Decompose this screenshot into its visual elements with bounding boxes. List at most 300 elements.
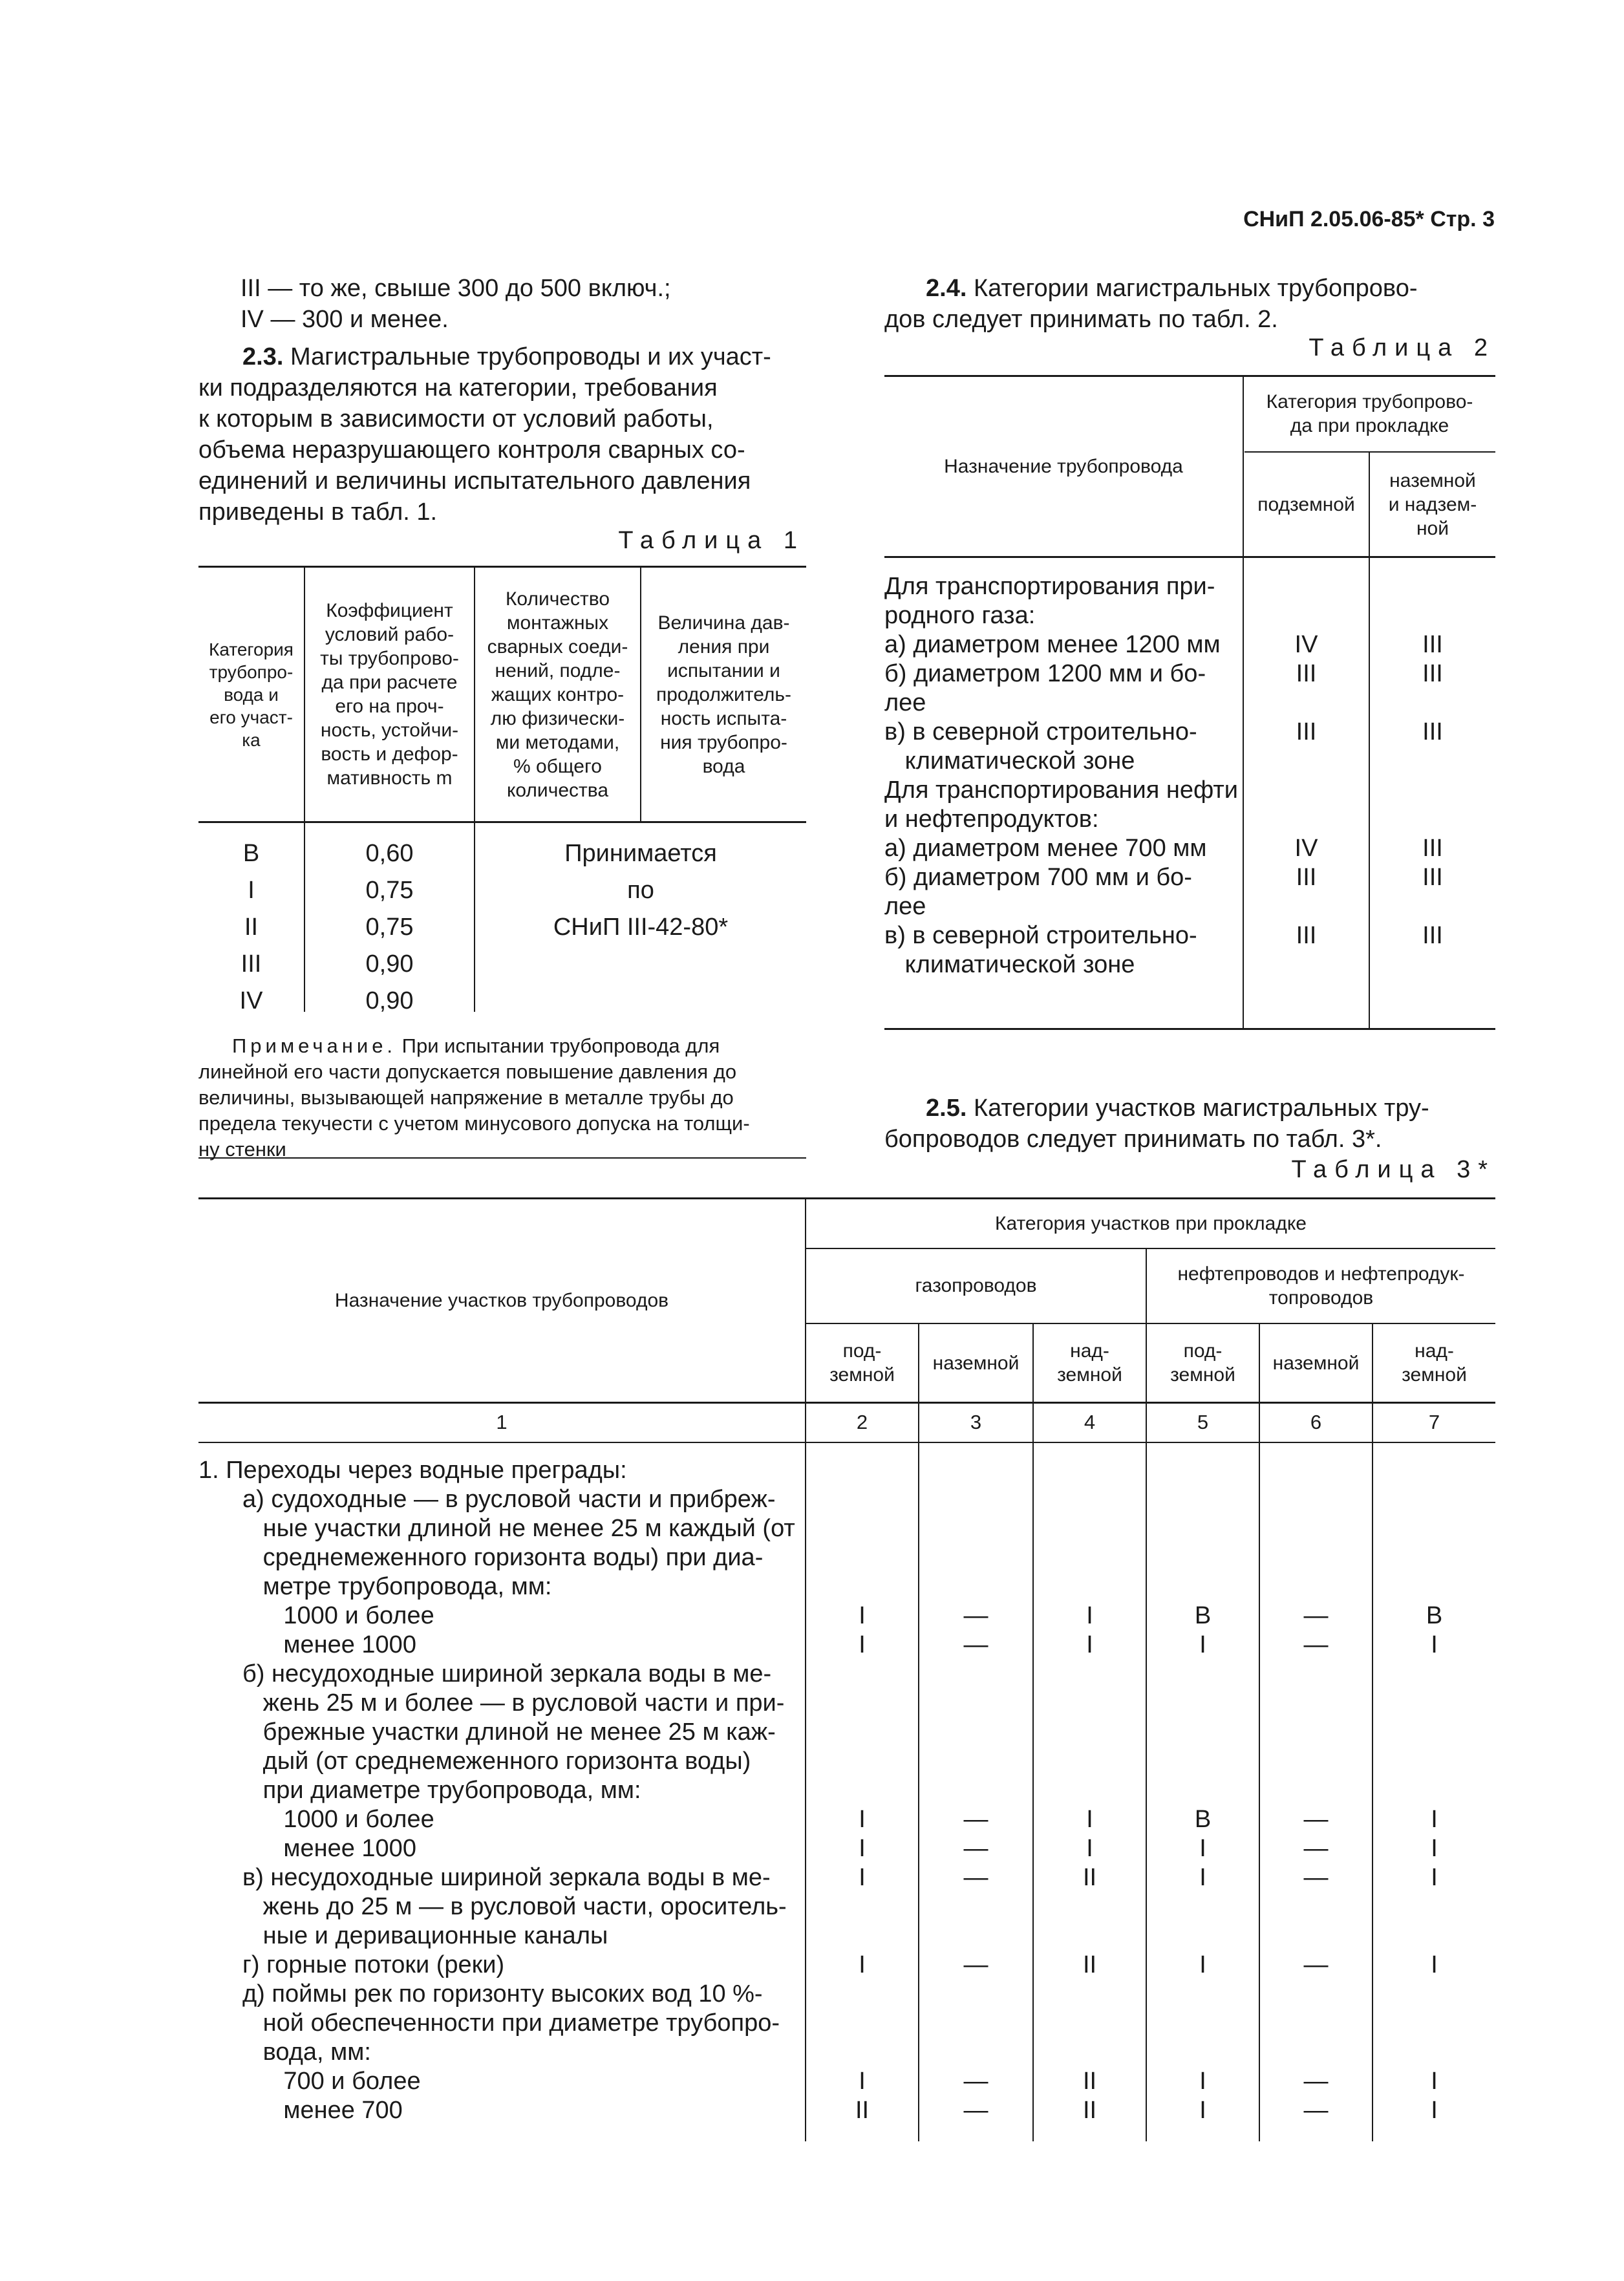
table3-col-number: 7 bbox=[1428, 1411, 1440, 1433]
section-text: к которым в зависимости от условий работы, bbox=[198, 405, 714, 433]
table-cell: I bbox=[859, 2068, 866, 2095]
table-cell: III bbox=[1296, 660, 1317, 687]
table-cell: менее 700 bbox=[242, 2097, 403, 2124]
section-number: 2.3. bbox=[242, 343, 284, 370]
table-cell bbox=[919, 1718, 1032, 1747]
table-cell bbox=[1373, 1514, 1495, 1543]
header-line: вода и bbox=[224, 684, 279, 705]
table-cell: В bbox=[1194, 1602, 1212, 1629]
table-cell: III bbox=[1296, 864, 1317, 891]
table-cell bbox=[1370, 747, 1495, 776]
table-cell bbox=[1260, 1718, 1372, 1747]
table-cell: I bbox=[859, 1864, 866, 1891]
note-text: величины, вызывающей напряжение в металле трубы до bbox=[198, 1086, 734, 1109]
table-cell bbox=[1244, 805, 1369, 834]
section-text: единений и величины испытательного давления bbox=[198, 467, 751, 495]
header-line: ка bbox=[242, 729, 261, 750]
table-cell bbox=[1147, 2009, 1259, 2038]
header-line: Коэффициент bbox=[326, 600, 453, 621]
table2-underground-column bbox=[1244, 572, 1369, 980]
table-cell: II bbox=[244, 914, 259, 941]
table-cell: I bbox=[1086, 1631, 1093, 1658]
section-2-4 bbox=[884, 273, 1495, 335]
table-cell: II bbox=[855, 2097, 870, 2124]
table-cell: I bbox=[1199, 2068, 1206, 2095]
table-cell: брежные участки длиной не менее 25 м каж- bbox=[242, 1719, 776, 1746]
table-cell bbox=[806, 2038, 918, 2067]
table-cell bbox=[806, 1776, 918, 1805]
table3-col-number: 6 bbox=[1310, 1411, 1322, 1433]
table-cell: I bbox=[1086, 1835, 1093, 1862]
table-cell bbox=[1373, 2009, 1495, 2038]
table-cell bbox=[1373, 1892, 1495, 1922]
table-cell: II bbox=[1082, 2097, 1097, 2124]
table3-sub-header: наземной bbox=[932, 1352, 1020, 1374]
header-line: Величина дав- bbox=[657, 612, 790, 634]
table-cell: — bbox=[1303, 1864, 1329, 1891]
table3-col-number: 1 bbox=[496, 1411, 508, 1433]
table3-sub-header bbox=[1147, 1325, 1259, 1401]
table2-header-category bbox=[1244, 378, 1495, 450]
table3-col-number: 4 bbox=[1084, 1411, 1096, 1433]
table-cell bbox=[1244, 601, 1369, 630]
table-cell: III bbox=[1296, 718, 1317, 745]
table-cell bbox=[1244, 892, 1369, 921]
table-cell: — bbox=[1303, 1835, 1329, 1862]
header-line: над- bbox=[1415, 1340, 1454, 1362]
table-cell: I bbox=[1199, 1864, 1206, 1891]
table-cell bbox=[1147, 1980, 1259, 2009]
table-cell: жень 25 м и более — в русловой части и при- bbox=[242, 1689, 785, 1717]
table3-sub-header bbox=[806, 1325, 918, 1401]
table-cell: III bbox=[1422, 631, 1443, 658]
table-cell: Принимается bbox=[564, 840, 717, 867]
table-cell: I bbox=[1199, 1951, 1206, 1978]
table-cell bbox=[806, 1660, 918, 1689]
table-cell: ные участки длиной не менее 25 м каждый (от bbox=[242, 1515, 795, 1542]
header-line: ми методами, bbox=[495, 731, 620, 753]
table-cell: IV bbox=[1294, 631, 1318, 658]
header-line: вода bbox=[702, 755, 745, 777]
table-cell bbox=[1370, 601, 1495, 630]
table-cell bbox=[1147, 1660, 1259, 1689]
table3-header-purpose: Назначение участков трубопроводов bbox=[334, 1289, 669, 1311]
table3-header-oil bbox=[1147, 1249, 1495, 1322]
table-cell: III bbox=[1422, 835, 1443, 862]
table-cell: III bbox=[1422, 922, 1443, 949]
header-line: нефтепроводов и нефтепродук- bbox=[1177, 1263, 1465, 1285]
header-line: лю физически- bbox=[490, 707, 625, 729]
table-cell bbox=[1260, 1776, 1372, 1805]
table-cell bbox=[1034, 1747, 1146, 1776]
note-text: При испытании трубопровода для bbox=[401, 1034, 720, 1057]
table-cell: — bbox=[1303, 1806, 1329, 1833]
table-cell bbox=[1147, 1689, 1259, 1718]
table-cell bbox=[806, 1922, 918, 1951]
table-cell bbox=[1370, 892, 1495, 921]
header-line: вость и дефор- bbox=[321, 744, 458, 765]
table-cell: б) несудоходные шириной зеркала воды в ме- bbox=[242, 1660, 772, 1687]
table-cell bbox=[1147, 1485, 1259, 1514]
table-cell: климатической зоне bbox=[884, 951, 1135, 978]
table-cell bbox=[1373, 1689, 1495, 1718]
table-cell: В bbox=[1426, 1602, 1443, 1629]
table-cell: родного газа: bbox=[884, 602, 1036, 629]
table-cell bbox=[1370, 776, 1495, 805]
table-cell bbox=[1373, 1776, 1495, 1805]
table-cell bbox=[1147, 1776, 1259, 1805]
table-cell bbox=[1260, 1485, 1372, 1514]
section-2-3 bbox=[198, 341, 809, 528]
table-cell: а) судоходные — в русловой части и прибреж- bbox=[242, 1486, 776, 1513]
section-number: 2.4. bbox=[926, 275, 967, 302]
header-line: и надзем- bbox=[1388, 493, 1477, 515]
table-cell bbox=[1244, 950, 1369, 980]
header-line: ность, устойчи- bbox=[320, 720, 459, 741]
header-line: топроводов bbox=[1268, 1287, 1374, 1309]
table-cell: при диаметре трубопровода, мм: bbox=[242, 1777, 641, 1804]
table-cell: IV bbox=[239, 987, 263, 1014]
table3-sub-header bbox=[1034, 1325, 1146, 1401]
table3-header-category: Категория участков при прокладке bbox=[995, 1212, 1307, 1234]
table-cell: СНиП III-42-80* bbox=[553, 914, 729, 941]
table-cell: 1. Переходы через водные преграды: bbox=[198, 1457, 627, 1484]
table-cell: III bbox=[1296, 922, 1317, 949]
header-line: Категория трубопрово- bbox=[1266, 391, 1473, 412]
table2-caption: Таблица 2 bbox=[1309, 334, 1495, 361]
table1-header-weld-control bbox=[475, 569, 640, 820]
table-cell: — bbox=[1303, 1631, 1329, 1658]
header-line: ты трубопрово- bbox=[320, 648, 459, 669]
table-cell: а) диаметром менее 700 мм bbox=[884, 835, 1207, 862]
header-line: монтажных bbox=[506, 612, 609, 634]
table-cell: — bbox=[963, 1602, 988, 1629]
table-cell: — bbox=[1303, 1602, 1329, 1629]
table-cell: в) несудоходные шириной зеркала воды в ме- bbox=[242, 1864, 771, 1891]
table-cell bbox=[1260, 1660, 1372, 1689]
table1-header-test-pressure bbox=[641, 569, 806, 820]
table-cell bbox=[1373, 1572, 1495, 1601]
table-cell: I bbox=[859, 1631, 866, 1658]
table-cell: б) диаметром 1200 мм и бо- bbox=[884, 660, 1206, 687]
section-number: 2.5. bbox=[926, 1095, 967, 1122]
table-cell: в) в северной строительно- bbox=[884, 922, 1197, 949]
table-cell: I bbox=[1199, 2097, 1206, 2124]
table-cell bbox=[919, 2009, 1032, 2038]
table-cell bbox=[919, 1514, 1032, 1543]
table-cell bbox=[1244, 776, 1369, 805]
table-cell: — bbox=[963, 1835, 988, 1862]
table-cell bbox=[1034, 1689, 1146, 1718]
table-cell bbox=[1373, 1980, 1495, 2009]
section-text: Категории магистральных трубопрово- bbox=[973, 275, 1418, 302]
note-label: Примечание. bbox=[232, 1034, 397, 1057]
section-text: дов следует принимать по табл. 2. bbox=[884, 306, 1278, 333]
table-cell: 0,60 bbox=[365, 840, 414, 867]
table2-header-underground: подземной bbox=[1257, 493, 1355, 515]
table3-gas-ground-column bbox=[919, 1456, 1032, 2125]
table2-header-above bbox=[1370, 453, 1495, 555]
category-line: IV — 300 и менее. bbox=[240, 306, 449, 333]
table3-col-number: 2 bbox=[856, 1411, 868, 1433]
table-cell bbox=[806, 1689, 918, 1718]
section-text: Магистральные трубопроводы и их участ- bbox=[290, 343, 771, 370]
table-cell: I bbox=[1431, 1951, 1438, 1978]
table1-category-column bbox=[198, 835, 304, 1020]
table-cell bbox=[1147, 1922, 1259, 1951]
table1-header-coefficient bbox=[305, 569, 474, 820]
table3-oil-ground-column bbox=[1260, 1456, 1372, 2125]
table-cell: метре трубопровода, мм: bbox=[242, 1573, 552, 1600]
page-header: СНиП 2.05.06-85* Стр. 3 bbox=[1243, 207, 1495, 231]
table-cell bbox=[1147, 1456, 1259, 1485]
header-line: его участ- bbox=[209, 707, 293, 727]
table-cell bbox=[1147, 1892, 1259, 1922]
table-cell bbox=[806, 1514, 918, 1543]
header-line: мативность m bbox=[326, 767, 453, 789]
table-cell: в) в северной строительно- bbox=[884, 718, 1197, 745]
table-cell bbox=[1370, 950, 1495, 980]
table1-coefficient-column bbox=[305, 835, 474, 1020]
table-cell bbox=[1147, 1572, 1259, 1601]
section-text: ки подразделяются на категории, требования bbox=[198, 374, 718, 402]
table-cell: и нефтепродуктов: bbox=[884, 806, 1099, 833]
table-cell bbox=[1373, 1456, 1495, 1485]
table-cell bbox=[919, 1456, 1032, 1485]
header-line: над- bbox=[1070, 1340, 1109, 1362]
table-cell bbox=[1034, 1572, 1146, 1601]
table-cell: I bbox=[1199, 1631, 1206, 1658]
table-cell bbox=[1373, 1922, 1495, 1951]
table-cell bbox=[1373, 1485, 1495, 1514]
table-cell bbox=[1260, 1572, 1372, 1601]
table-cell: менее 1000 bbox=[242, 1631, 416, 1658]
table-cell: среднемеженного горизонта воды) при диа- bbox=[242, 1544, 764, 1571]
table-cell bbox=[1034, 1456, 1146, 1485]
table3-gas-above-column bbox=[1034, 1456, 1146, 2125]
table-cell bbox=[1370, 805, 1495, 834]
table-cell bbox=[806, 1543, 918, 1572]
table-cell: I bbox=[1431, 1631, 1438, 1658]
table-cell bbox=[1370, 689, 1495, 718]
table-cell bbox=[1244, 689, 1369, 718]
header-line: Категория bbox=[209, 639, 294, 659]
table-cell: I bbox=[1431, 2068, 1438, 2095]
table-cell bbox=[919, 1572, 1032, 1601]
table-cell bbox=[919, 1485, 1032, 1514]
table-cell: 700 и более bbox=[242, 2068, 421, 2095]
table-cell: II bbox=[1082, 1864, 1097, 1891]
table-cell: жень до 25 м — в русловой части, ороситель- bbox=[242, 1893, 787, 1920]
table1-merged-cell bbox=[475, 835, 806, 946]
section-text: объема неразрушающего контроля сварных со- bbox=[198, 436, 745, 464]
table-cell: ные и деривационные каналы bbox=[242, 1922, 608, 1949]
table-cell bbox=[806, 1980, 918, 2009]
header-line: сварных соеди- bbox=[487, 636, 628, 658]
table-cell: — bbox=[963, 2097, 988, 2124]
table3-oil-above-column bbox=[1373, 1456, 1495, 2125]
table-cell: I bbox=[859, 1951, 866, 1978]
table-cell: 0,75 bbox=[365, 877, 414, 904]
header-line: ления при bbox=[678, 636, 770, 658]
table-cell: В bbox=[1194, 1806, 1212, 1833]
table3-caption: Таблица 3* bbox=[1291, 1156, 1495, 1183]
table1-caption: Таблица 1 bbox=[618, 527, 805, 554]
table-cell: I bbox=[859, 1806, 866, 1833]
table-cell: лее bbox=[884, 893, 926, 920]
table-cell bbox=[806, 1572, 918, 1601]
table-cell: вода, мм: bbox=[242, 2039, 371, 2066]
table-cell bbox=[1260, 1892, 1372, 1922]
table1-header-category bbox=[198, 569, 304, 820]
table-cell: III bbox=[1422, 660, 1443, 687]
table-cell bbox=[1034, 2009, 1146, 2038]
table-cell: III bbox=[1422, 718, 1443, 745]
table-cell: — bbox=[963, 2068, 988, 2095]
table-cell bbox=[1370, 572, 1495, 601]
header-line: трубопро- bbox=[209, 661, 294, 682]
table-cell: I bbox=[1431, 2097, 1438, 2124]
section-text: Категории участков магистральных тру- bbox=[973, 1095, 1429, 1122]
section-text: бопроводов следует принимать по табл. 3*. bbox=[884, 1126, 1382, 1153]
table-cell bbox=[1034, 1543, 1146, 1572]
table-cell bbox=[806, 1485, 918, 1514]
table-cell: 1000 и более bbox=[242, 1806, 434, 1833]
table-cell bbox=[1034, 1922, 1146, 1951]
header-line: да при расчете bbox=[321, 672, 458, 693]
table-cell bbox=[1373, 1747, 1495, 1776]
table-cell bbox=[1034, 1776, 1146, 1805]
table2-purpose-column bbox=[884, 572, 1243, 980]
table-cell: 0,75 bbox=[365, 914, 414, 941]
header-line: % общего bbox=[513, 755, 602, 777]
table-cell: I bbox=[1086, 1806, 1093, 1833]
header-line: наземной bbox=[1389, 469, 1476, 491]
table-cell: д) поймы рек по горизонту высоких вод 10 %- bbox=[242, 1980, 763, 2008]
header-line: продолжитель- bbox=[656, 683, 792, 705]
category-line: III — то же, свыше 300 до 500 включ.; bbox=[240, 275, 671, 302]
table-cell bbox=[919, 2038, 1032, 2067]
header-line: его на проч- bbox=[335, 696, 444, 717]
header-line: Количество bbox=[505, 588, 610, 610]
table-cell bbox=[1244, 572, 1369, 601]
table-cell: ной обеспеченности при диаметре трубопро- bbox=[242, 2009, 780, 2037]
table-cell: — bbox=[1303, 1951, 1329, 1978]
category-list bbox=[240, 273, 822, 335]
table-cell: III bbox=[1422, 864, 1443, 891]
table-cell bbox=[919, 1980, 1032, 2009]
table-cell: 1000 и более bbox=[242, 1602, 434, 1629]
table-cell bbox=[1260, 1456, 1372, 1485]
table-cell: лее bbox=[884, 689, 926, 716]
table-cell: — bbox=[963, 1864, 988, 1891]
table-cell: — bbox=[963, 1631, 988, 1658]
table-cell: I bbox=[1086, 1602, 1093, 1629]
header-line: жащих контро- bbox=[491, 683, 625, 705]
table-cell bbox=[1034, 1980, 1146, 2009]
table-cell bbox=[1034, 1514, 1146, 1543]
table-cell: I bbox=[1199, 1835, 1206, 1862]
table-cell: I bbox=[859, 1602, 866, 1629]
table-cell bbox=[1034, 1718, 1146, 1747]
header-line: ной bbox=[1416, 517, 1449, 539]
table-cell bbox=[806, 1747, 918, 1776]
table-cell: Для транспортирования при- bbox=[884, 573, 1215, 600]
table-cell bbox=[1260, 2038, 1372, 2067]
table-cell: I bbox=[248, 877, 255, 904]
table-cell: менее 1000 bbox=[242, 1835, 416, 1862]
table-cell bbox=[1373, 1718, 1495, 1747]
table-cell bbox=[919, 1660, 1032, 1689]
header-line: земной bbox=[829, 1364, 895, 1386]
table-cell bbox=[1034, 2038, 1146, 2067]
header-line: количества bbox=[506, 779, 609, 801]
table-cell bbox=[1260, 1689, 1372, 1718]
table-cell bbox=[919, 1689, 1032, 1718]
table3-header-gas: газопроводов bbox=[915, 1275, 1037, 1296]
table-cell bbox=[1244, 747, 1369, 776]
table-cell bbox=[1034, 1892, 1146, 1922]
table-cell bbox=[1260, 2009, 1372, 2038]
table-cell: IV bbox=[1294, 835, 1318, 862]
table-cell bbox=[1373, 1543, 1495, 1572]
table-cell bbox=[1147, 1543, 1259, 1572]
table3-oil-underground-column bbox=[1147, 1456, 1259, 2125]
table-cell bbox=[1260, 1514, 1372, 1543]
header-line: земной bbox=[1402, 1364, 1467, 1386]
table-cell: б) диаметром 700 мм и бо- bbox=[884, 864, 1192, 891]
section-2-5 bbox=[884, 1093, 1495, 1155]
section-text: приведены в табл. 1. bbox=[198, 498, 438, 526]
table-cell bbox=[919, 1776, 1032, 1805]
table-cell: I bbox=[859, 1835, 866, 1862]
table-cell bbox=[1373, 1660, 1495, 1689]
table2-header-purpose: Назначение трубопровода bbox=[944, 456, 1183, 477]
table-cell bbox=[1147, 2038, 1259, 2067]
table-cell bbox=[1147, 1747, 1259, 1776]
table-cell bbox=[1034, 1485, 1146, 1514]
table3-description-column bbox=[198, 1456, 805, 2125]
table-cell bbox=[919, 1892, 1032, 1922]
table3-sub-header: наземной bbox=[1272, 1352, 1360, 1374]
table-cell: климатической зоне bbox=[884, 747, 1135, 775]
table3-col-number: 3 bbox=[970, 1411, 982, 1433]
header-line: ность испыта- bbox=[660, 707, 787, 729]
table-cell: — bbox=[963, 1806, 988, 1833]
header-line: земной bbox=[1057, 1364, 1122, 1386]
table-cell bbox=[806, 1892, 918, 1922]
table-cell bbox=[806, 2009, 918, 2038]
table-cell: — bbox=[1303, 2068, 1329, 2095]
table-cell: 0,90 bbox=[365, 987, 414, 1014]
table-cell: — bbox=[1303, 2097, 1329, 2124]
table3-gas-underground-column bbox=[806, 1456, 918, 2125]
note-text: линейной его части допускается повышение давления до bbox=[198, 1060, 737, 1083]
header-line: земной bbox=[1170, 1364, 1235, 1386]
table-cell: В bbox=[242, 840, 260, 867]
table1-note bbox=[198, 1033, 806, 1162]
table-cell bbox=[1373, 2038, 1495, 2067]
table-cell bbox=[1260, 1543, 1372, 1572]
table-cell: — bbox=[963, 1951, 988, 1978]
table2-above-column bbox=[1370, 572, 1495, 980]
table-cell bbox=[1260, 1747, 1372, 1776]
table-cell bbox=[1260, 1922, 1372, 1951]
header-line: да при прокладке bbox=[1290, 415, 1449, 436]
table3-sub-header bbox=[1373, 1325, 1495, 1401]
table-cell bbox=[919, 1922, 1032, 1951]
header-line: под- bbox=[1183, 1340, 1223, 1362]
